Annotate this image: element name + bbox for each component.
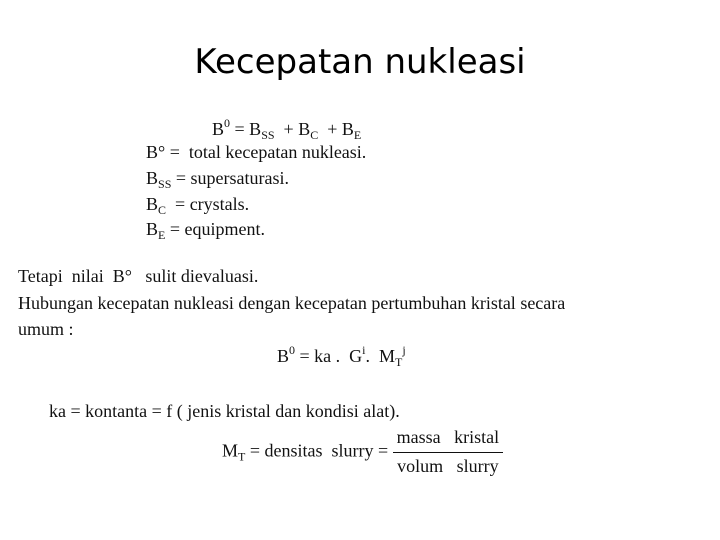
eq2-dot: . [365, 346, 371, 366]
definition-row [146, 169, 289, 190]
paragraph-relation-line1: Hubungan kecepatan nukleasi dengan kecepatan pertumbuhan kristal secara [18, 293, 566, 313]
definition-symbol: B [146, 219, 159, 239]
nucleation-rate-equation [277, 344, 406, 368]
definition-row [146, 220, 265, 241]
definition-row [146, 143, 366, 161]
eq2-m-sub: T [395, 355, 403, 369]
definition-text: crystals. [189, 194, 250, 214]
paragraph-relation-line2: umum : [18, 319, 74, 339]
definition-symbol: B° [146, 142, 166, 162]
eq1-term2: B [298, 119, 311, 139]
slurry-density-equation [222, 428, 503, 477]
eq3-label: densitas slurry [264, 440, 374, 461]
eq3-equals2: = [378, 440, 389, 461]
definition-equals: = [169, 142, 180, 162]
eq2-ka: ka . [314, 346, 341, 366]
definition-symbol-sub: E [158, 228, 166, 242]
density-fraction [393, 428, 503, 477]
eq2-equals: = [299, 346, 310, 366]
eq3-lhs: M [222, 440, 239, 461]
definition-text: equipment. [184, 219, 265, 239]
eq2-lhs-sup: 0 [289, 343, 296, 357]
definition-equals: = [175, 194, 186, 214]
definition-equals: = [169, 219, 181, 239]
eq1-term3-sub: E [353, 128, 362, 142]
eq1-plus2: + [327, 119, 338, 139]
slide-title: Kecepatan nukleasi [194, 42, 526, 82]
eq1-term2-sub: C [310, 128, 319, 142]
ka-definition: ka = kontanta = f ( jenis kristal dan kondisi alat). [49, 401, 400, 421]
definition-symbol: B [146, 168, 159, 188]
eq1-term1: B [249, 119, 262, 139]
definition-text: total kecepatan nukleasi. [188, 142, 367, 162]
paragraph-evaluation-note: Tetapi nilai B° sulit dievaluasi. [18, 266, 259, 286]
eq1-equals: = [234, 119, 245, 139]
eq2-g-sup: i [362, 343, 366, 357]
eq1-plus1: + [283, 119, 294, 139]
definition-text: supersaturasi. [190, 168, 290, 188]
eq1-term1-sub: SS [261, 128, 275, 142]
definition-symbol-sub: C [158, 203, 167, 217]
eq2-m: M [379, 346, 396, 366]
definition-symbol: B [146, 194, 159, 214]
eq2-m-sup: j [402, 343, 406, 357]
eq2-lhs: B [277, 346, 290, 366]
eq1-lhs-sup: 0 [224, 116, 231, 130]
eq3-lhs-sub: T [238, 449, 246, 464]
fraction-denominator: volum slurry [397, 455, 499, 476]
eq2-g: G [349, 346, 363, 366]
nucleation-sum-equation [212, 117, 361, 141]
eq1-term3: B [341, 119, 354, 139]
definition-equals: = [175, 168, 187, 188]
definition-row [146, 195, 249, 216]
eq3-equals: = [249, 440, 261, 461]
definition-symbol-sub: SS [158, 177, 172, 191]
eq1-lhs: B [212, 119, 225, 139]
fraction-numerator: massa kristal [393, 428, 503, 453]
